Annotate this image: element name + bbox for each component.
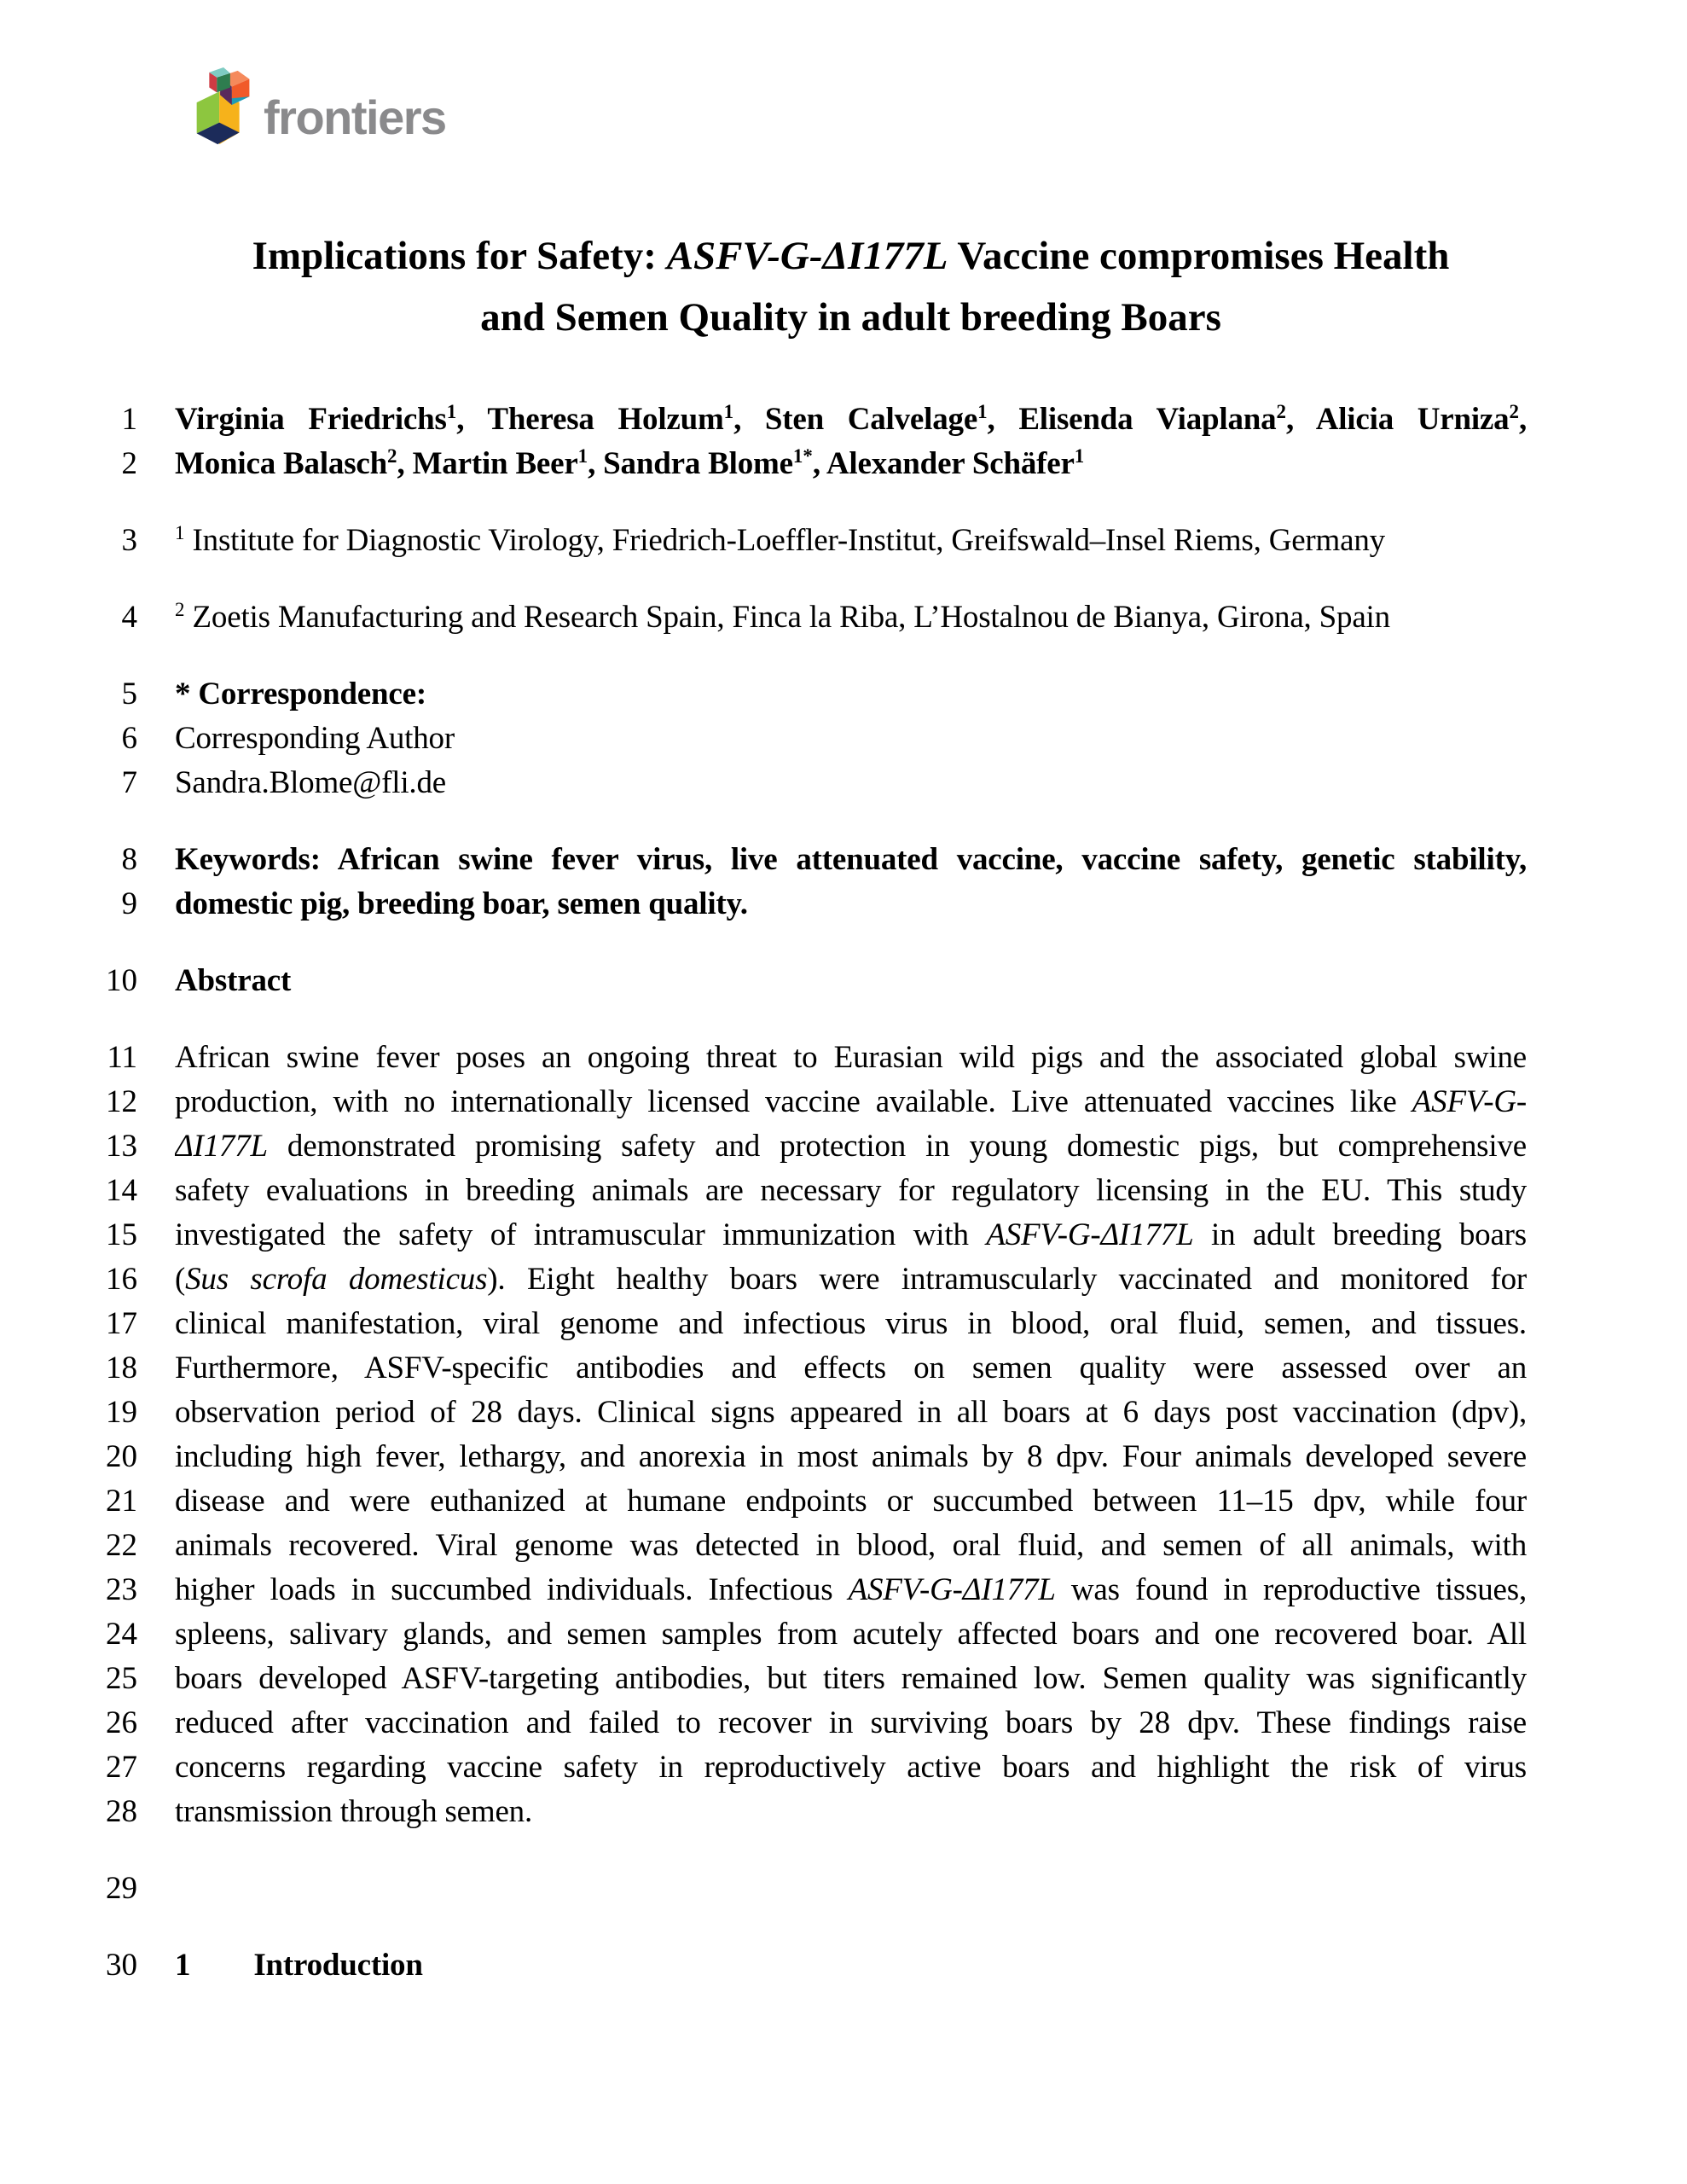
text-segment: 1 <box>577 445 588 468</box>
line-number: 2 <box>121 446 137 481</box>
manuscript-line <box>98 1612 1531 1657</box>
text-segment: safety evaluations in breeding animals are necessary for regulatory licensing in the EU. This study <box>175 1173 1527 1208</box>
manuscript-line <box>98 838 1531 882</box>
text-segment: , Theresa Holzum <box>456 402 724 437</box>
manuscript-line <box>98 398 1531 442</box>
line-number: 7 <box>121 765 137 800</box>
line-number: 29 <box>106 1871 137 1906</box>
manuscript-line <box>98 1657 1531 1701</box>
text-segment: Zoetis Manufacturing and Research Spain, Finca la Riba, L’Hostalnou de Bianya, Girona, Spain <box>184 600 1390 635</box>
line-text <box>175 398 1527 442</box>
text-segment: 1 <box>723 401 734 423</box>
text-segment: Virginia Friedrichs <box>175 402 447 437</box>
line-number: 27 <box>106 1750 137 1785</box>
text-segment: disease and were euthanized at humane endpoints or succumbed between 11–15 dpv, while four <box>175 1484 1527 1519</box>
manuscript-line <box>98 1346 1531 1391</box>
line-number: 14 <box>106 1173 137 1208</box>
text-segment: ). Eight healthy boars were intramuscularly vaccinated and monitored for <box>487 1262 1527 1297</box>
line-number: 11 <box>107 1040 137 1075</box>
text-segment: higher loads in succumbed individuals. Infectious <box>175 1572 849 1607</box>
manuscript-body <box>98 398 1531 1988</box>
line-text <box>175 1435 1527 1479</box>
line-text <box>175 1258 1527 1302</box>
line-number: 16 <box>106 1262 137 1297</box>
line-text <box>175 1169 1527 1213</box>
text-segment: Sandra.Blome@fli.de <box>175 765 446 800</box>
manuscript-line <box>98 442 1531 486</box>
manuscript-line <box>98 1258 1531 1302</box>
line-text <box>175 1302 1527 1346</box>
line-text <box>175 1391 1527 1435</box>
manuscript-line <box>98 672 1531 717</box>
line-text <box>175 1790 1527 1834</box>
line-text <box>175 1080 1527 1124</box>
manuscript-line <box>98 1213 1531 1258</box>
line-number: 23 <box>106 1572 137 1607</box>
text-segment: 2 <box>1276 401 1286 423</box>
text-segment: spleens, salivary glands, and semen samples from acutely affected boars and one recovered boar. All <box>175 1617 1527 1652</box>
manuscript-line <box>98 1568 1531 1612</box>
manuscript-line <box>98 1302 1531 1346</box>
text-segment: 1 <box>175 522 185 544</box>
line-text <box>175 1943 1527 1988</box>
manuscript-line <box>98 595 1531 640</box>
text-segment: was found in reproductive tissues, <box>1055 1572 1527 1607</box>
paragraph <box>98 398 1531 486</box>
manuscript-line <box>98 882 1531 926</box>
line-number: 5 <box>121 677 137 712</box>
paragraph <box>98 672 1531 805</box>
line-number: 10 <box>106 963 137 998</box>
manuscript-line <box>98 959 1531 1003</box>
paragraph <box>98 519 1531 563</box>
line-text <box>175 1346 1527 1391</box>
line-number: 13 <box>106 1129 137 1164</box>
text-segment: Corresponding Author <box>175 721 455 756</box>
text-segment: , <box>1518 402 1527 437</box>
manuscript-line <box>98 1790 1531 1834</box>
line-text <box>175 1479 1527 1524</box>
manuscript-line <box>98 1124 1531 1169</box>
text-segment: , Martin Beer <box>397 446 578 481</box>
manuscript-line <box>98 1524 1531 1568</box>
text-segment: clinical manifestation, viral genome and infectious virus in blood, oral fluid, semen, and tissues. <box>175 1306 1527 1341</box>
text-segment: , Alicia Urniza <box>1285 402 1510 437</box>
text-segment: concerns regarding vaccine safety in reproductively active boars and highlight the risk of virus <box>175 1750 1527 1785</box>
line-text <box>175 882 1527 926</box>
text-segment: animals recovered. Viral genome was detected in blood, oral fluid, and semen of all animals, with <box>175 1528 1527 1563</box>
line-number: 21 <box>106 1484 137 1519</box>
text-segment: 1 <box>1074 445 1085 468</box>
paper-title-line-1 <box>175 225 1527 287</box>
manuscript-line <box>98 717 1531 761</box>
text-segment: Institute for Diagnostic Virology, Friedrich-Loeffler-Institut, Greifswald–Insel Riems, Germany <box>184 523 1385 558</box>
manuscript-line <box>98 1479 1531 1524</box>
line-text <box>175 1657 1527 1701</box>
text-segment: boars developed ASFV-targeting antibodies, but titers remained low. Semen quality was significantly <box>175 1661 1527 1696</box>
text-segment: transmission through semen. <box>175 1794 533 1829</box>
line-text <box>175 1867 1527 1911</box>
paragraph <box>98 838 1531 926</box>
text-segment: Abstract <box>175 963 292 998</box>
line-number: 6 <box>121 721 137 756</box>
manuscript-line <box>98 1701 1531 1745</box>
text-segment: Keywords: African swine fever virus, live attenuated vaccine, vaccine safety, genetic stability, <box>175 842 1527 877</box>
paragraph <box>98 1867 1531 1911</box>
manuscript-line <box>98 761 1531 805</box>
manuscript-line <box>98 1080 1531 1124</box>
text-segment: demonstrated promising safety and protection in young domestic pigs, but comprehensive <box>267 1129 1527 1164</box>
line-text <box>175 1213 1527 1258</box>
line-number: 30 <box>106 1948 137 1983</box>
text-segment: and Semen Quality in adult breeding Boars <box>480 295 1221 340</box>
text-segment: ( <box>175 1262 186 1297</box>
text-segment: 1 <box>175 1948 191 1983</box>
frontiers-cubes-icon <box>192 65 257 150</box>
manuscript-line <box>98 519 1531 563</box>
manuscript-line <box>98 1435 1531 1479</box>
line-text <box>175 519 1527 563</box>
line-text <box>175 595 1527 640</box>
manuscript-line <box>98 1169 1531 1213</box>
manuscript-line <box>98 1391 1531 1435</box>
line-number: 22 <box>106 1528 137 1563</box>
text-segment: ASFV-G- <box>1412 1084 1527 1119</box>
line-text <box>175 959 1527 1003</box>
text-segment: ASFV-G-ΔI177L <box>986 1217 1194 1252</box>
line-number: 8 <box>121 842 137 877</box>
frontiers-logo <box>192 65 446 150</box>
text-segment: 2 <box>387 445 397 468</box>
line-text <box>175 761 1527 805</box>
text-segment: observation period of 28 days. Clinical signs appeared in all boars at 6 days post vaccination (dpv), <box>175 1395 1527 1430</box>
line-text <box>175 672 1527 717</box>
text-segment: domestic pig, breeding boar, semen quality. <box>175 886 748 921</box>
line-text <box>175 1524 1527 1568</box>
line-number: 15 <box>106 1217 137 1252</box>
text-segment: Sus scrofa domesticus <box>185 1262 488 1297</box>
text-segment: * Correspondence: <box>175 677 426 712</box>
line-text <box>175 442 1527 486</box>
text-segment: , Elisenda Viaplana <box>987 402 1277 437</box>
text-segment: 2 <box>1509 401 1519 423</box>
text-segment: Vaccine compromises Health <box>948 234 1450 278</box>
line-text <box>175 1612 1527 1657</box>
line-text <box>175 1124 1527 1169</box>
line-text <box>175 1745 1527 1790</box>
line-number: 24 <box>106 1617 137 1652</box>
line-number: 18 <box>106 1350 137 1385</box>
paragraph <box>98 595 1531 640</box>
frontiers-logo-text: frontiers <box>264 90 446 144</box>
line-text <box>175 1036 1527 1080</box>
line-text <box>175 717 1527 761</box>
text-segment: 1 <box>977 401 988 423</box>
text-segment: Monica Balasch <box>175 446 388 481</box>
line-number: 4 <box>121 600 137 635</box>
line-number: 28 <box>106 1794 137 1829</box>
line-number: 12 <box>106 1084 137 1119</box>
text-segment: African swine fever poses an ongoing threat to Eurasian wild pigs and the associated global swine <box>175 1040 1527 1075</box>
paper-title <box>175 225 1527 348</box>
text-segment: investigated the safety of intramuscular immunization with <box>175 1217 987 1252</box>
paragraph <box>98 1036 1531 1834</box>
line-number: 19 <box>106 1395 137 1430</box>
text-segment: ASFV-G-ΔI177L <box>666 234 948 278</box>
text-segment: Furthermore, ASFV-specific antibodies and effects on semen quality were assessed over an <box>175 1350 1527 1385</box>
text-segment: in adult breeding boars <box>1193 1217 1527 1252</box>
text-segment: , Alexander Schäfer <box>812 446 1075 481</box>
line-number: 9 <box>121 886 137 921</box>
paper-title-line-2 <box>175 287 1527 348</box>
text-segment: Introduction <box>253 1948 423 1983</box>
text-segment: 1 <box>446 401 457 423</box>
text-segment: Implications for Safety: <box>252 234 667 278</box>
line-number: 26 <box>106 1705 137 1740</box>
text-segment: 1* <box>792 445 813 468</box>
paragraph <box>98 959 1531 1003</box>
text-segment: 2 <box>175 599 185 621</box>
text-segment: including high fever, lethargy, and anorexia in most animals by 8 dpv. Four animals developed severe <box>175 1439 1527 1474</box>
line-number: 17 <box>106 1306 137 1341</box>
line-text <box>175 1568 1527 1612</box>
paragraph <box>98 1943 1531 1988</box>
line-number: 25 <box>106 1661 137 1696</box>
text-segment: reduced after vaccination and failed to recover in surviving boars by 28 dpv. These findings raise <box>175 1705 1527 1740</box>
manuscript-line <box>98 1036 1531 1080</box>
line-number: 20 <box>106 1439 137 1474</box>
line-text <box>175 1701 1527 1745</box>
text-segment: , Sandra Blome <box>588 446 793 481</box>
text-segment: production, with no internationally licensed vaccine available. Live attenuated vaccines like <box>175 1084 1412 1119</box>
text-segment: ASFV-G-ΔI177L <box>848 1572 1056 1607</box>
text-segment: ΔI177L <box>175 1129 268 1164</box>
line-text <box>175 838 1527 882</box>
manuscript-line <box>98 1745 1531 1790</box>
manuscript-line <box>98 1867 1531 1911</box>
text-segment: , Sten Calvelage <box>733 402 978 437</box>
line-number: 3 <box>121 523 137 558</box>
manuscript-line <box>98 1943 1531 1988</box>
line-number: 1 <box>121 402 137 437</box>
